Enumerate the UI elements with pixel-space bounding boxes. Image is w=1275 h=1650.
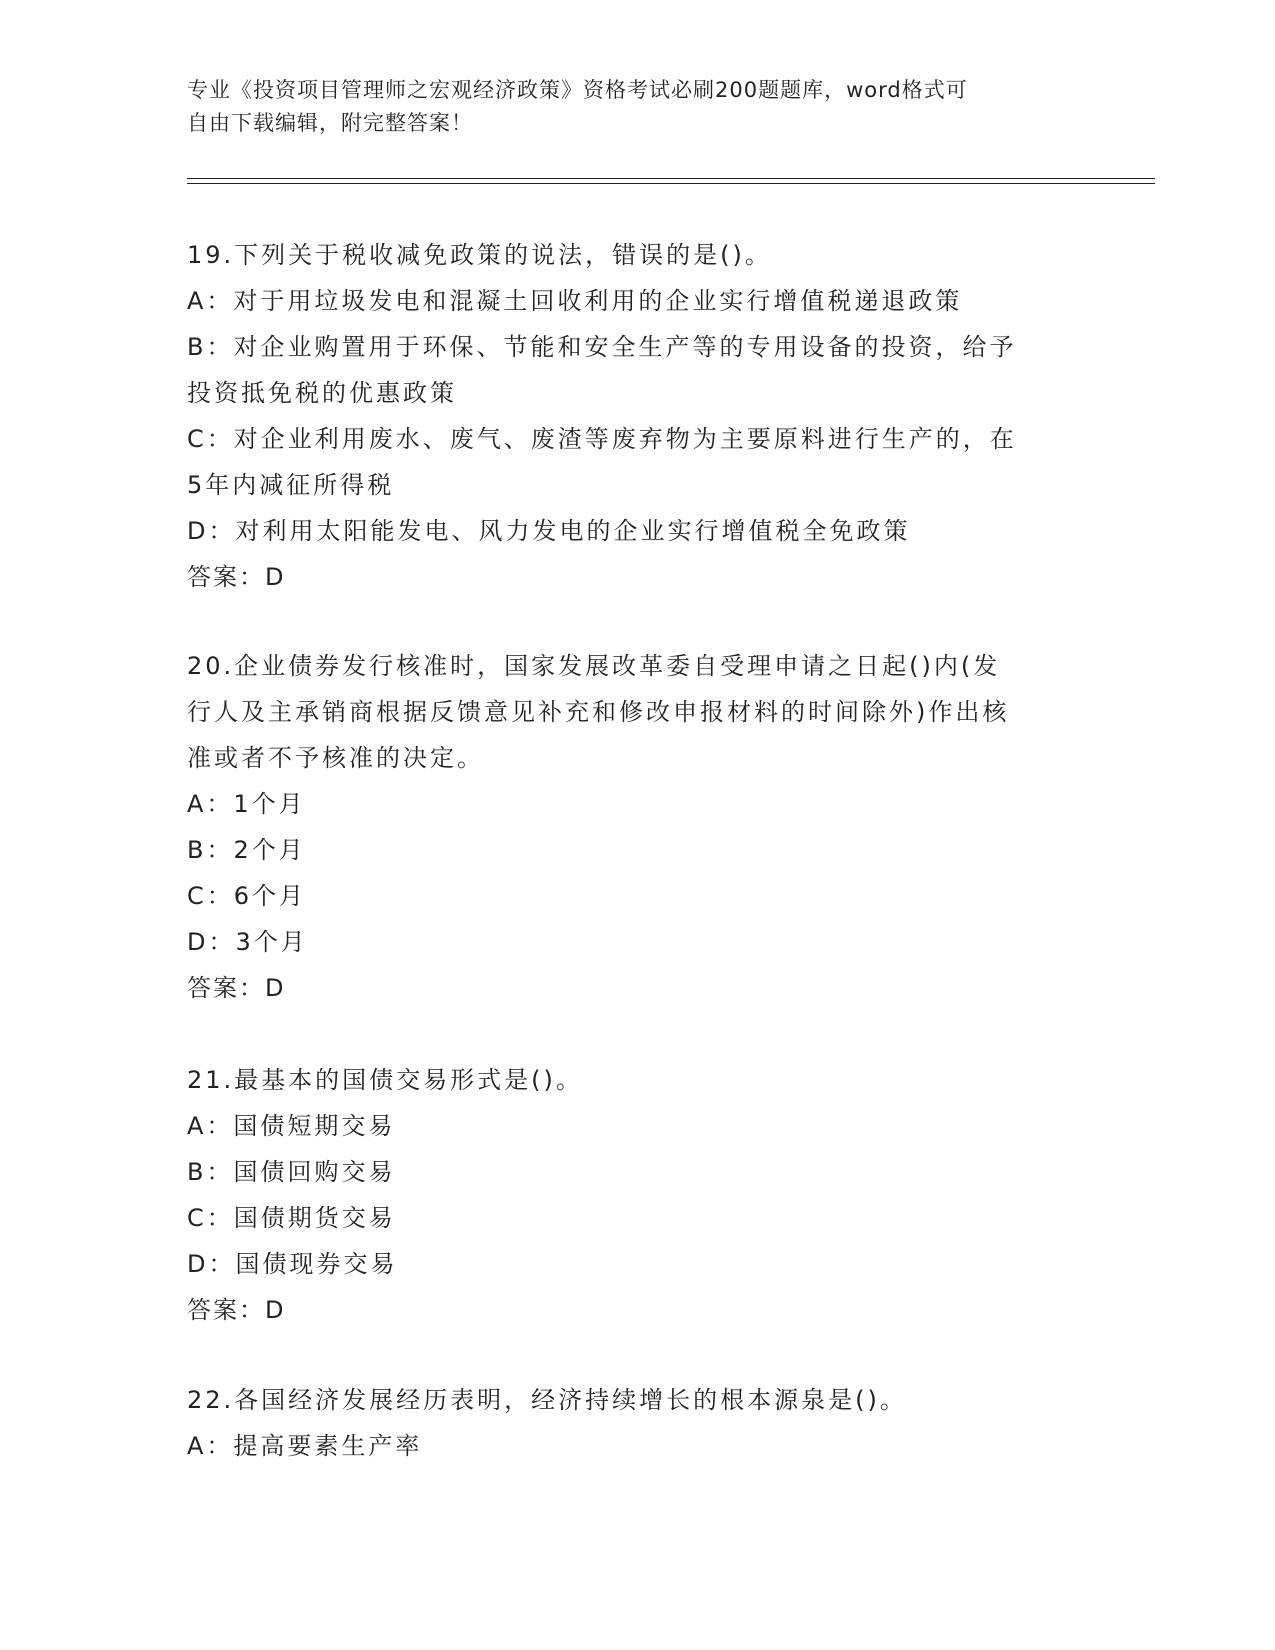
option-c: C：对企业利用废水、废气、废渣等废弃物为主要原料进行生产的，在 (187, 425, 1017, 453)
question-stem: 20.企业债券发行核准时，国家发展改革委自受理申请之日起()内(发 (187, 652, 1001, 680)
answer-value: D (265, 563, 285, 591)
document-header (187, 74, 1067, 140)
answer-label: 答案： (187, 563, 265, 591)
option-a: A：国债短期交易 (187, 1112, 396, 1140)
header-line: 专业《投资项目管理师之宏观经济政策》资格考试必刷200题题库，word格式可 (187, 78, 968, 102)
question-stem: 19.下列关于税收减免政策的说法，错误的是()。 (187, 241, 772, 269)
option-d: D：对利用太阳能发电、风力发电的企业实行增值税全免政策 (187, 517, 911, 545)
answer-line (187, 1287, 1087, 1333)
question-20 (187, 643, 1087, 1011)
option-c: C：国债期货交易 (187, 1204, 396, 1232)
answer-label: 答案： (187, 974, 265, 1002)
answer-line (187, 965, 1087, 1011)
option-a: A：提高要素生产率 (187, 1432, 423, 1460)
answer-line (187, 554, 1087, 600)
answer-label: 答案： (187, 1296, 265, 1324)
question-19 (187, 232, 1087, 600)
question-stem: 22.各国经济发展经历表明，经济持续增长的根本源泉是()。 (187, 1386, 907, 1414)
option-c-continued: 5年内减征所得税 (187, 471, 395, 499)
option-b: B：2个月 (187, 836, 306, 864)
header-divider (187, 183, 1155, 184)
option-b-continued: 投资抵免税的优惠政策 (187, 379, 457, 407)
option-b: B：对企业购置用于环保、节能和安全生产等的专用设备的投资，给予 (187, 333, 1017, 361)
question-21 (187, 1057, 1087, 1333)
option-b: B：国债回购交易 (187, 1158, 396, 1186)
header-divider (187, 178, 1155, 179)
answer-value: D (265, 1296, 285, 1324)
question-22 (187, 1377, 1087, 1469)
option-c: C：6个月 (187, 882, 307, 910)
option-a: A：1个月 (187, 790, 306, 818)
question-stem-continued: 行人及主承销商根据反馈意见补充和修改申报材料的时间除外)作出核 (187, 698, 1010, 726)
option-a: A：对于用垃圾发电和混凝土回收利用的企业实行增值税递退政策 (187, 287, 963, 315)
option-d: D：3个月 (187, 928, 308, 956)
header-line: 自由下载编辑，附完整答案！ (187, 111, 473, 135)
question-stem-continued: 准或者不予核准的决定。 (187, 744, 484, 772)
question-stem: 21.最基本的国债交易形式是()。 (187, 1066, 583, 1094)
option-d: D：国债现券交易 (187, 1250, 398, 1278)
answer-value: D (265, 974, 285, 1002)
